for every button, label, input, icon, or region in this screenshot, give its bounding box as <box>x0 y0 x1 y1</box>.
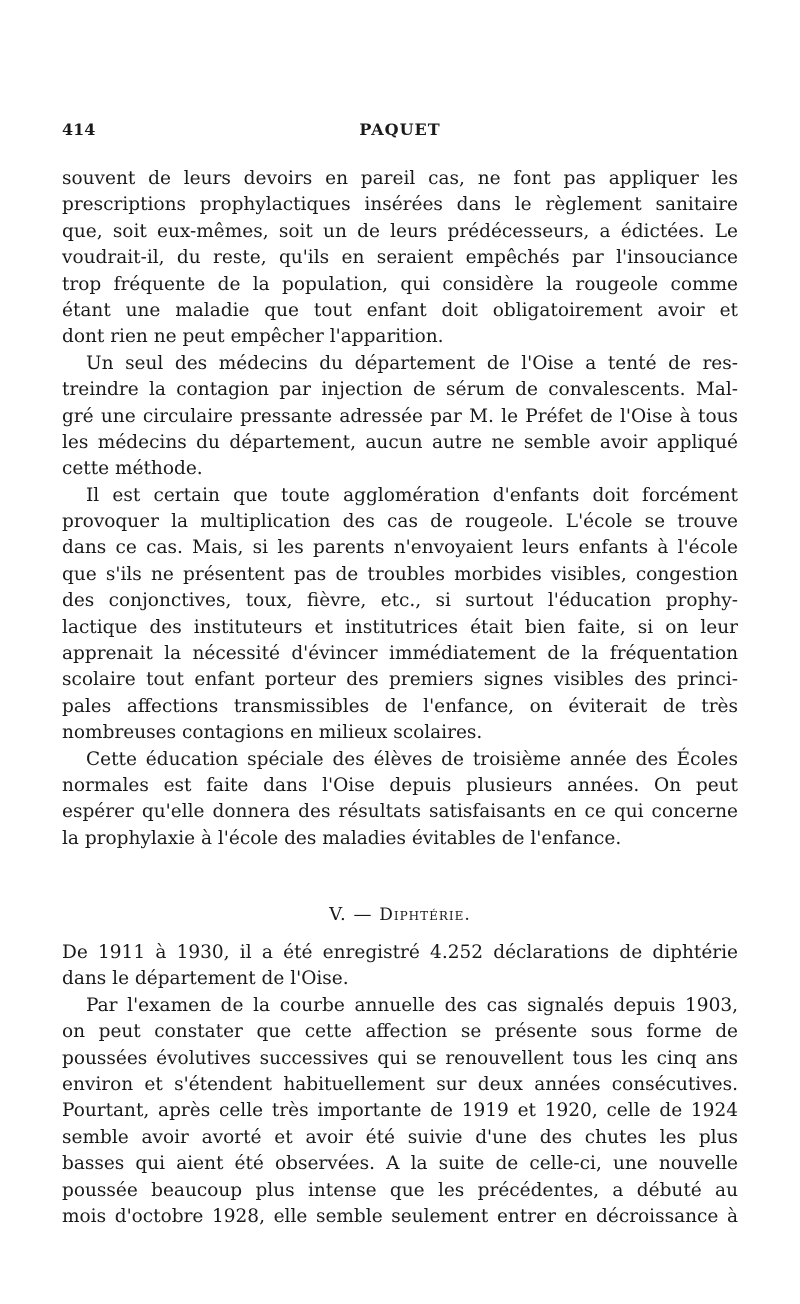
text-line: Pourtant, après celle très importante de 1919 et 1920, celle de 1924 <box>62 1100 738 1122</box>
text-line: scolaire tout enfant porteur des premiers signes visibles des princi- <box>62 669 738 691</box>
text-line: cette méthode. <box>62 458 203 480</box>
text-line: normales est faite dans l'Oise depuis plusieurs années. On peut <box>62 774 738 796</box>
text-line: provoquer la multiplication des cas de rougeole. L'école se trouve <box>62 511 738 533</box>
section-title: Diphtérie. <box>379 905 471 925</box>
text-line: semble avoir avorté et avoir été suivie d'une des chutes les plus <box>62 1126 738 1148</box>
text-line: pales affections transmissibles de l'enfance, on éviterait de très <box>62 695 738 717</box>
text-line: trop fréquente de la population, qui considère la rougeole comme <box>62 273 738 295</box>
page-header <box>62 120 738 144</box>
text-line: la prophylaxie à l'école des maladies évitables de l'enfance. <box>62 827 622 849</box>
section-number: V. — <box>329 904 373 925</box>
text-line: lactique des instituteurs et institutrices était bien faite, si on leur <box>62 616 738 638</box>
text-line: espérer qu'elle donnera des résultats satisfaisants en ce qui concerne <box>62 801 738 823</box>
text-line: treindre la contagion par injection de sérum de convalescents. Mal- <box>62 379 738 401</box>
text-line: poussées évolutives successives qui se renouvellent tous les cinq ans <box>62 1047 738 1069</box>
text-line: voudrait-il, du reste, qu'ils en seraient empêchés par l'insouciance <box>62 247 738 269</box>
text-line: des conjonctives, toux, fièvre, etc., si surtout l'éducation prophy- <box>62 590 738 612</box>
text-line: De 1911 à 1930, il a été enregistré 4.252 déclarations de diphtérie <box>62 942 738 963</box>
text-line: environ et s'étendent habituellement sur deux années consécutives. <box>62 1073 738 1095</box>
section-heading <box>62 904 738 925</box>
text-line: Par l'examen de la courbe annuelle des cas signalés depuis 1903, <box>86 994 738 1016</box>
text-line: prescriptions prophylactiques insérées dans le règlement sanitaire <box>62 194 738 216</box>
text-line: étant une maladie que tout enfant doit obligatoirement avoir et <box>62 299 738 321</box>
text-line: dans le département de l'Oise. <box>62 968 349 990</box>
text-line: apprenait la nécessité d'évincer immédiatement de la fréquentation <box>62 643 738 665</box>
text-line: souvent de leurs devoirs en pareil cas, ne font pas appliquer les <box>62 168 738 189</box>
text-line: on peut constater que cette affection se présente sous forme de <box>62 1021 738 1043</box>
text-line: gré une circulaire pressante adressée par M. le Préfet de l'Oise à tous <box>62 405 738 427</box>
text-line: dont rien ne peut empêcher l'apparition. <box>62 326 444 348</box>
text-line: mois d'octobre 1928, elle semble seulement entrer en décroissance à <box>62 1205 738 1227</box>
text-line: Cette éducation spéciale des élèves de troisième année des Écoles <box>86 748 738 770</box>
text-line: basses qui aient été observées. A la suite de celle-ci, une nouvelle <box>62 1153 738 1175</box>
text-line: que s'ils ne présentent pas de troubles morbides visibles, congestion <box>62 563 738 585</box>
section-measles-text <box>62 166 738 852</box>
text-line: poussée beaucoup plus intense que les précédentes, a débuté au <box>62 1179 738 1201</box>
page-number: 414 <box>62 120 96 139</box>
text-line: Un seul des médecins du département de l'Oise a tenté de res- <box>86 352 738 374</box>
text-line: que, soit eux-mêmes, soit un de leurs prédécesseurs, a édictées. Le <box>62 220 738 242</box>
text-line: les médecins du département, aucun autre ne semble avoir appliqué <box>62 431 738 453</box>
text-line: nombreuses contagions en milieux scolaires. <box>62 722 483 744</box>
text-line: Il est certain que toute agglomération d'enfants doit forcément <box>86 484 738 506</box>
text-line: dans ce cas. Mais, si les parents n'envoyaient leurs enfants à l'école <box>62 537 738 559</box>
running-head: PAQUET <box>359 120 441 139</box>
section-diphtheria-text <box>62 940 738 1230</box>
